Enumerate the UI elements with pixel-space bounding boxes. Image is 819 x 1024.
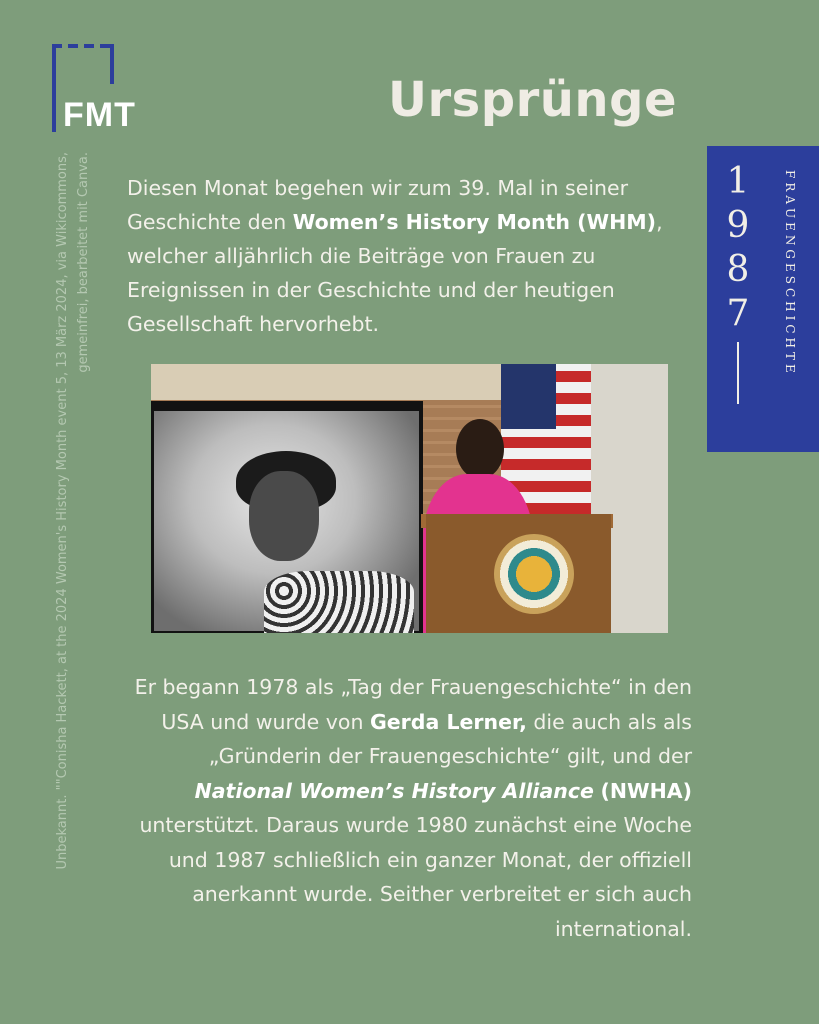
logo-dashes — [52, 44, 114, 48]
body-text-2: die auch als als „Gründerin der Frauengeschichte“ gilt, und der — [208, 709, 692, 768]
intro-paragraph — [127, 171, 707, 341]
side-panel — [707, 146, 819, 452]
year-digit: 9 — [726, 205, 750, 246]
year-rule — [737, 342, 739, 404]
intro-text-1: Diesen Monat begehen wir zum 39. Mal in seiner Geschichte den — [127, 176, 629, 234]
body-bold-abbrev: (NWHA) — [600, 778, 692, 803]
image-credit: Unbekannt. ""Conisha Hackett, at the 2024 Women's History Month event 5, 13 März 2024, via Wikicommons, gemeinfrei, bearbeitet mit Canva. — [55, 152, 91, 870]
body-bold-lerner: Gerda Lerner, — [369, 709, 527, 734]
year-digit: 1 — [726, 161, 750, 202]
page-title: Ursprünge — [388, 72, 678, 128]
us-flag-canton — [501, 364, 556, 429]
logo-frame — [52, 44, 56, 132]
history-paragraph — [110, 670, 692, 946]
side-label: FRAUENGESCHICHTE — [783, 170, 797, 377]
year-1987 — [725, 160, 751, 336]
body-text-1: Er begann 1978 als „Tag der Frauengeschichte“ in den USA und wurde von — [134, 675, 692, 734]
body-bold-italic-nwha: National Women’s History Alliance — [194, 778, 594, 803]
department-seal — [494, 534, 574, 614]
historic-portrait — [154, 411, 419, 631]
body-text-4: unterstützt. Daraus wurde 1980 zunächst eine Woche und 1987 schließlich ein ganzer Monat, der offiziell anerkannt wurde. Seither verbreitet er sich auch international. — [139, 813, 692, 941]
speaker-head — [456, 419, 504, 479]
logo-frame-right — [110, 44, 114, 84]
fmt-logo — [52, 44, 144, 134]
video-screen — [151, 401, 423, 633]
portrait-dress — [264, 571, 414, 633]
year-digit: 8 — [726, 249, 750, 290]
portrait-face — [249, 471, 319, 561]
intro-text-2: , welcher alljährlich die Beiträge von Frauen zu Ereignissen in der Geschichte und der heutigen Gesellschaft hervorhebt. — [127, 210, 663, 336]
intro-bold: Women’s History Month (WHM) — [292, 210, 657, 234]
event-photo — [151, 364, 668, 633]
logo-text: FMT — [63, 96, 136, 134]
year-digit: 7 — [726, 293, 750, 334]
